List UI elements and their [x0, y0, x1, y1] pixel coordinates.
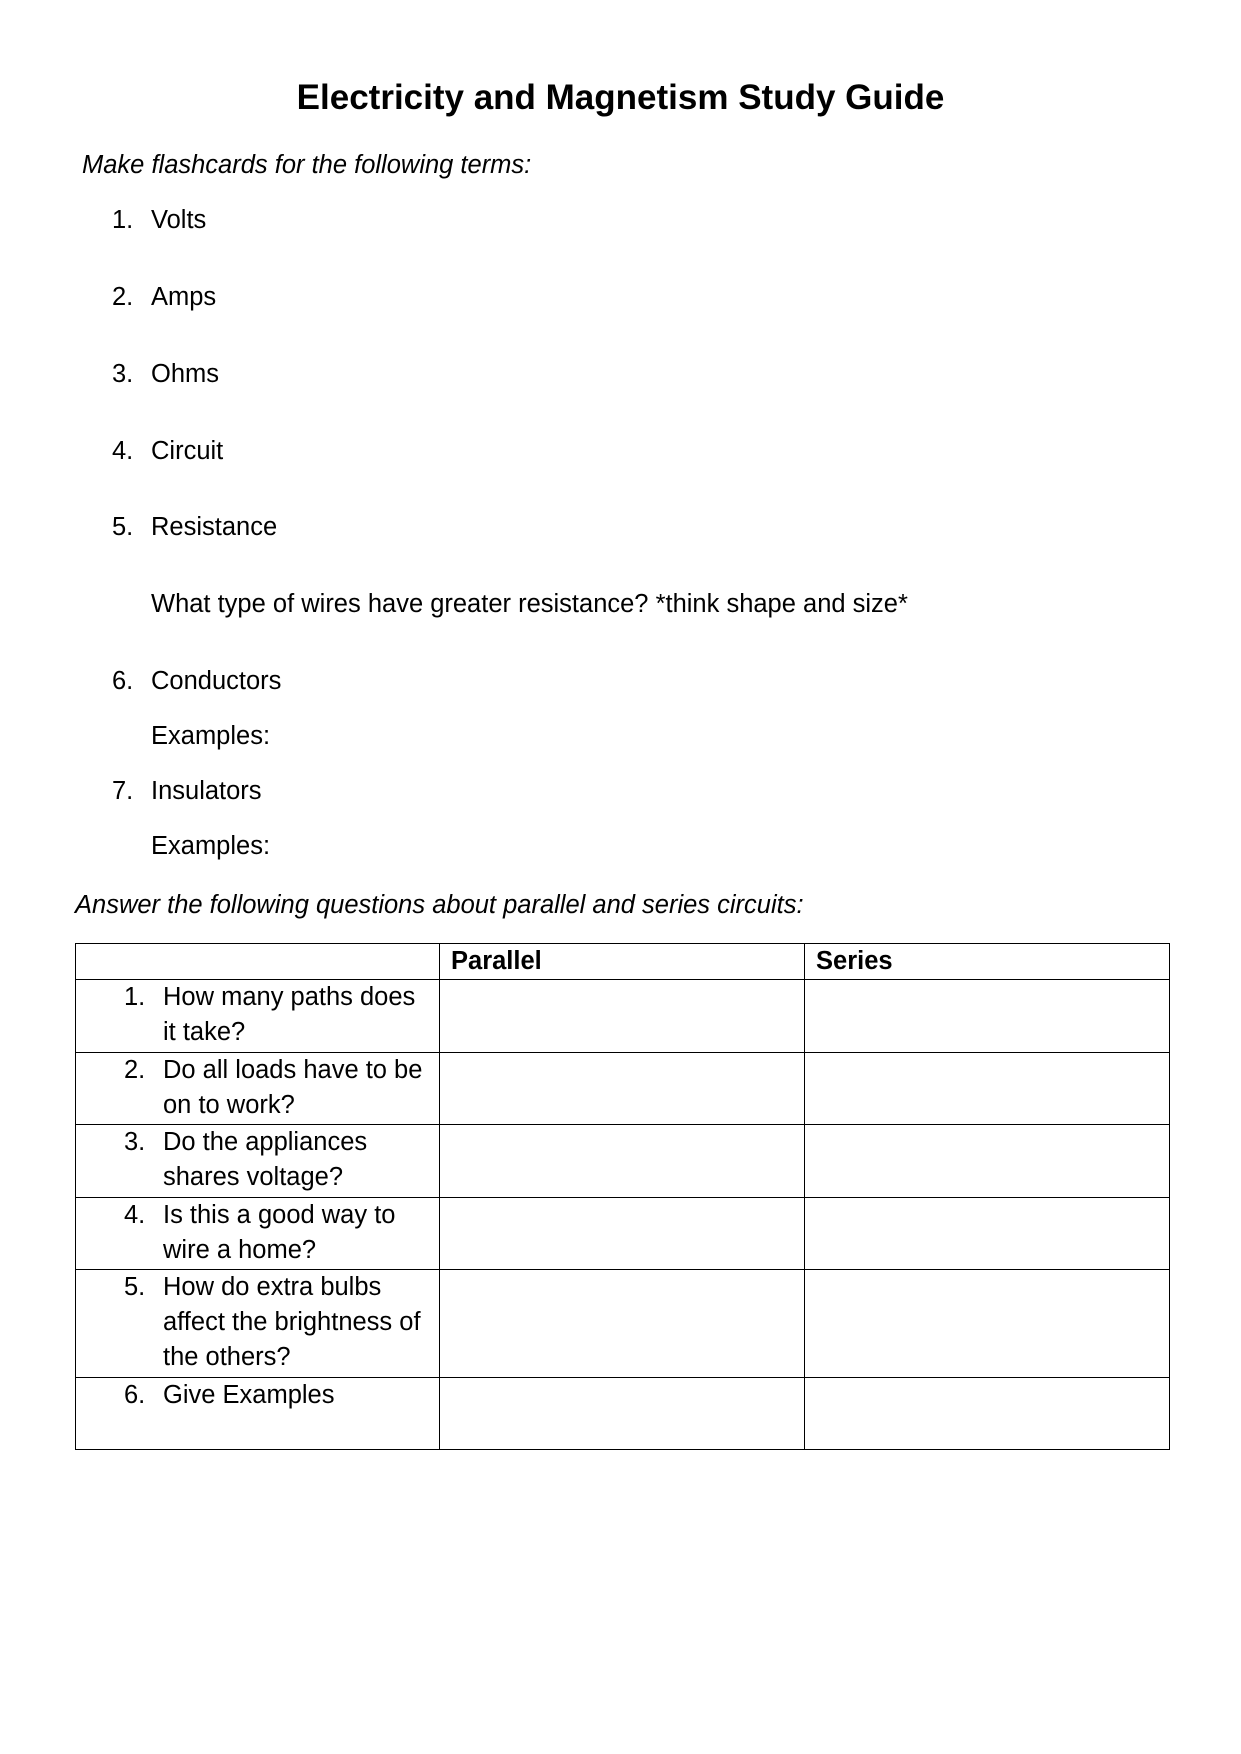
- table-header-row: [76, 944, 1170, 980]
- resistance-question: What type of wires have greater resistance? *think shape and size*: [151, 590, 908, 618]
- question-text: How many paths does it take?: [163, 983, 416, 1046]
- term-label: Ohms: [151, 360, 220, 388]
- question-cell: [76, 1378, 440, 1450]
- table-row: [76, 1053, 1170, 1125]
- table-row: [76, 1378, 1170, 1450]
- parallel-answer-cell[interactable]: [440, 980, 805, 1053]
- question-cell: [76, 1053, 440, 1125]
- term-label: Circuit: [151, 437, 224, 465]
- term-label: Volts: [151, 206, 207, 234]
- term-number: 6.: [112, 667, 134, 695]
- question-number: 6.: [124, 1381, 146, 1409]
- column-header-series: Series: [805, 944, 1170, 980]
- table-row: [76, 1198, 1170, 1270]
- term-label: Insulators: [151, 777, 262, 805]
- parallel-answer-cell[interactable]: [440, 1378, 805, 1450]
- question-cell: [76, 980, 440, 1053]
- term-number: 4.: [112, 437, 134, 465]
- series-answer-cell[interactable]: [805, 1053, 1170, 1125]
- parallel-answer-cell[interactable]: [440, 1198, 805, 1270]
- question-number: 5.: [124, 1273, 146, 1301]
- question-cell: [76, 1125, 440, 1198]
- flashcard-instructions: Make flashcards for the following terms:: [82, 151, 532, 179]
- question-number: 3.: [124, 1128, 146, 1156]
- table-row: [76, 1125, 1170, 1198]
- term-label: Resistance: [151, 513, 278, 541]
- series-answer-cell[interactable]: [805, 980, 1170, 1053]
- term-label: Conductors: [151, 667, 282, 695]
- insulator-examples-label: Examples:: [151, 832, 271, 860]
- parallel-answer-cell[interactable]: [440, 1053, 805, 1125]
- question-number: 4.: [124, 1201, 146, 1229]
- term-number: 5.: [112, 513, 134, 541]
- series-answer-cell[interactable]: [805, 1270, 1170, 1378]
- question-text: Give Examples: [163, 1381, 335, 1409]
- question-cell: [76, 1198, 440, 1270]
- question-text: Do the appliances shares voltage?: [163, 1128, 368, 1191]
- question-text: Is this a good way to wire a home?: [163, 1201, 396, 1264]
- question-text: Do all loads have to be on to work?: [163, 1056, 423, 1119]
- parallel-answer-cell[interactable]: [440, 1125, 805, 1198]
- parallel-answer-cell[interactable]: [440, 1270, 805, 1378]
- table-row: [76, 1270, 1170, 1378]
- table-row: [76, 980, 1170, 1053]
- page-title: Electricity and Magnetism Study Guide: [296, 78, 945, 117]
- conductor-examples-label: Examples:: [151, 722, 271, 750]
- comparison-table: [75, 943, 1170, 1450]
- term-number: 2.: [112, 283, 134, 311]
- column-header-question: [76, 944, 440, 980]
- question-text: How do extra bulbs affect the brightness of the others?: [163, 1273, 421, 1371]
- series-answer-cell[interactable]: [805, 1378, 1170, 1450]
- question-cell: [76, 1270, 440, 1378]
- series-answer-cell[interactable]: [805, 1198, 1170, 1270]
- table-instructions: Answer the following questions about parallel and series circuits:: [75, 891, 804, 919]
- term-number: 1.: [112, 206, 134, 234]
- question-number: 1.: [124, 983, 146, 1011]
- question-number: 2.: [124, 1056, 146, 1084]
- series-answer-cell[interactable]: [805, 1125, 1170, 1198]
- term-label: Amps: [151, 283, 217, 311]
- column-header-parallel: Parallel: [440, 944, 805, 980]
- term-number: 7.: [112, 777, 134, 805]
- term-number: 3.: [112, 360, 134, 388]
